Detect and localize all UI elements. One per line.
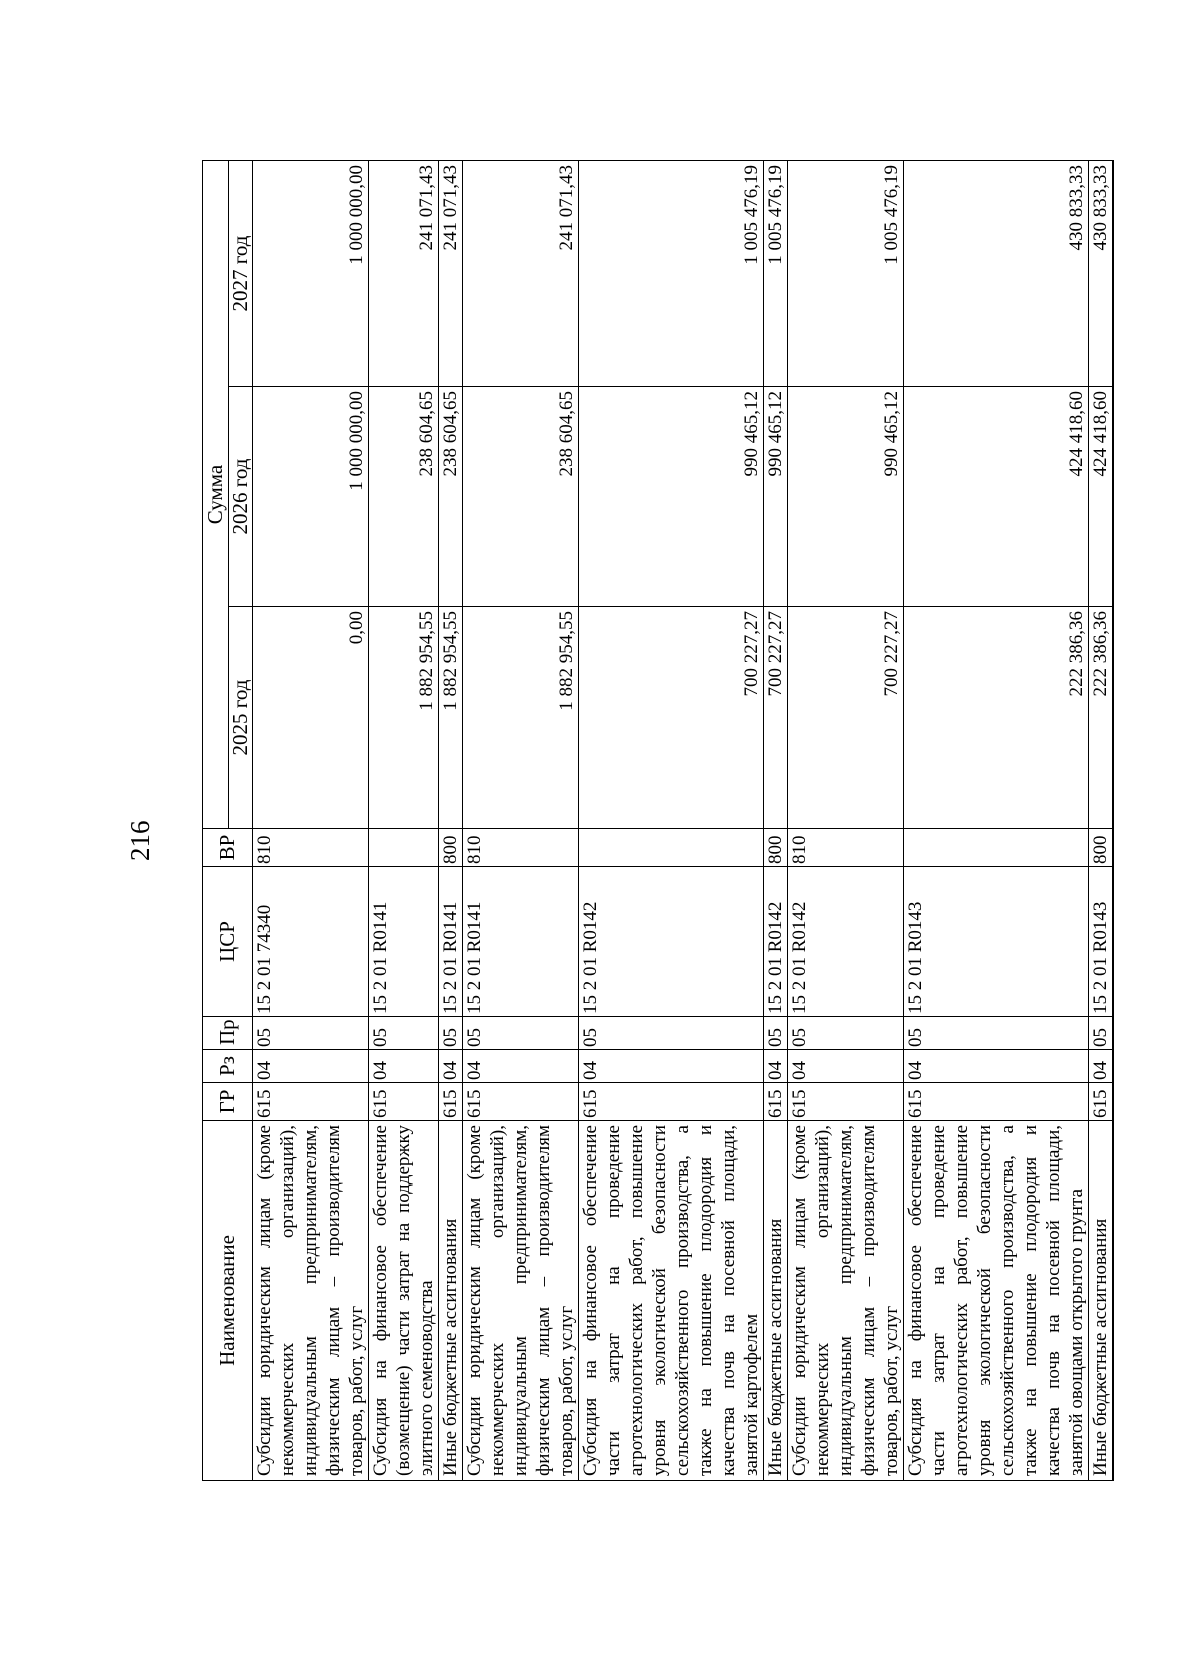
- cell-pr: 05: [764, 1017, 788, 1050]
- cell-pr: 05: [904, 1017, 1089, 1050]
- cell-rz: 04: [788, 1050, 904, 1083]
- cell-2027: 1 005 476,19: [788, 160, 904, 386]
- cell-csr: 15 2 01 R0141: [369, 867, 439, 1017]
- cell-2027: 430 833,33: [904, 160, 1089, 386]
- cell-2025: 1 882 954,55: [439, 607, 463, 829]
- cell-name: Иные бюджетные ассигнования: [439, 1121, 463, 1481]
- table-row: [253, 160, 369, 1480]
- cell-2025: 222 386,36: [904, 607, 1089, 829]
- cell-gr: 615: [253, 1083, 369, 1121]
- cell-name: Субсидия на финансовое обеспечение части затрат на проведение агротехнологических работ, повышение уровня экологической безопасности сельскохозяйственного производства, а также на повышение плодородия и качества почв на посевной площади, занятой овощами открытого грунта: [904, 1121, 1089, 1481]
- cell-2025: 700 227,27: [579, 607, 764, 829]
- cell-rz: 04: [1089, 1050, 1114, 1083]
- cell-gr: 615: [904, 1083, 1089, 1121]
- cell-2027: 241 071,43: [463, 160, 579, 386]
- table-row: [1089, 160, 1114, 1480]
- header-year-2027: 2027 год: [229, 160, 253, 386]
- cell-rz: 04: [579, 1050, 764, 1083]
- budget-table: [202, 160, 1114, 1481]
- cell-csr: 15 2 01 R0142: [579, 867, 764, 1017]
- cell-name: Субсидии юридическим лицам (кроме некоммерческих организаций), индивидуальным предпринимателям, физическим лицам – производителям товаров, работ, услуг: [788, 1121, 904, 1481]
- cell-2026: 424 418,60: [904, 387, 1089, 607]
- header-name: Наименование: [203, 1121, 253, 1481]
- cell-csr: 15 2 01 R0143: [1089, 867, 1114, 1017]
- cell-2026: 238 604,65: [463, 387, 579, 607]
- cell-2027: 241 071,43: [439, 160, 463, 386]
- cell-csr: 15 2 01 R0141: [463, 867, 579, 1017]
- header-year-2026: 2026 год: [229, 387, 253, 607]
- table-row: [463, 160, 579, 1480]
- cell-vr: 810: [463, 829, 579, 867]
- page-number: 216: [125, 820, 155, 861]
- cell-2026: 424 418,60: [1089, 387, 1114, 607]
- table-row: [369, 160, 439, 1480]
- cell-rz: 04: [439, 1050, 463, 1083]
- cell-2026: 238 604,65: [439, 387, 463, 607]
- cell-2027: 430 833,33: [1089, 160, 1114, 386]
- table-body: [253, 160, 1114, 1480]
- cell-rz: 04: [463, 1050, 579, 1083]
- header-gr: ГР: [203, 1083, 253, 1121]
- cell-csr: 15 2 01 R0142: [764, 867, 788, 1017]
- cell-csr: 15 2 01 R0142: [788, 867, 904, 1017]
- cell-vr: 810: [788, 829, 904, 867]
- cell-gr: 615: [579, 1083, 764, 1121]
- cell-2025: 700 227,27: [788, 607, 904, 829]
- cell-2026: 238 604,65: [369, 387, 439, 607]
- cell-vr: [579, 829, 764, 867]
- cell-2025: 700 227,27: [764, 607, 788, 829]
- cell-2027: 241 071,43: [369, 160, 439, 386]
- cell-rz: 04: [253, 1050, 369, 1083]
- cell-pr: 05: [1089, 1017, 1114, 1050]
- cell-2026: 1 000 000,00: [253, 387, 369, 607]
- cell-2025: 0,00: [253, 607, 369, 829]
- cell-name: Субсидии юридическим лицам (кроме некоммерческих организаций), индивидуальным предпринимателям, физическим лицам – производителям товаров, работ, услуг: [463, 1121, 579, 1481]
- cell-2025: 1 882 954,55: [369, 607, 439, 829]
- cell-vr: 800: [439, 829, 463, 867]
- cell-vr: 800: [1089, 829, 1114, 867]
- cell-pr: 05: [253, 1017, 369, 1050]
- cell-2027: 1 000 000,00: [253, 160, 369, 386]
- cell-pr: 05: [439, 1017, 463, 1050]
- cell-pr: 05: [579, 1017, 764, 1050]
- rotated-page: [202, 161, 1111, 1481]
- cell-pr: 05: [788, 1017, 904, 1050]
- cell-vr: 810: [253, 829, 369, 867]
- cell-2027: 1 005 476,19: [579, 160, 764, 386]
- cell-rz: 04: [764, 1050, 788, 1083]
- cell-pr: 05: [463, 1017, 579, 1050]
- cell-rz: 04: [904, 1050, 1089, 1083]
- cell-2026: 990 465,12: [579, 387, 764, 607]
- cell-csr: 15 2 01 R0143: [904, 867, 1089, 1017]
- cell-2027: 1 005 476,19: [764, 160, 788, 386]
- table-row: [764, 160, 788, 1480]
- cell-gr: 615: [1089, 1083, 1114, 1121]
- cell-gr: 615: [788, 1083, 904, 1121]
- header-rz: Рз: [203, 1050, 253, 1083]
- cell-2026: 990 465,12: [764, 387, 788, 607]
- cell-rz: 04: [369, 1050, 439, 1083]
- table-row: [579, 160, 764, 1480]
- cell-name: Иные бюджетные ассигнования: [1089, 1121, 1114, 1481]
- cell-pr: 05: [369, 1017, 439, 1050]
- cell-gr: 615: [764, 1083, 788, 1121]
- header-vr: ВР: [203, 829, 253, 867]
- header-sum: Сумма: [203, 160, 229, 828]
- cell-name: Субсидия на финансовое обеспечение части затрат на проведение агротехнологических работ, повышение уровня экологической безопасности сельскохозяйственного производства, а также на повышение плодородия и качества почв на посевной площади, занятой картофелем: [579, 1121, 764, 1481]
- cell-vr: [369, 829, 439, 867]
- cell-2026: 990 465,12: [788, 387, 904, 607]
- table-row: [904, 160, 1089, 1480]
- cell-name: Субсидии юридическим лицам (кроме некоммерческих организаций), индивидуальным предпринимателям, физическим лицам – производителям товаров, работ, услуг: [253, 1121, 369, 1481]
- cell-2025: 222 386,36: [1089, 607, 1114, 829]
- cell-csr: 15 2 01 R0141: [439, 867, 463, 1017]
- cell-gr: 615: [369, 1083, 439, 1121]
- cell-2025: 1 882 954,55: [463, 607, 579, 829]
- table-row: [788, 160, 904, 1480]
- cell-gr: 615: [439, 1083, 463, 1121]
- cell-name: Иные бюджетные ассигнования: [764, 1121, 788, 1481]
- header-csr: ЦСР: [203, 867, 253, 1017]
- header-pr: Пр: [203, 1017, 253, 1050]
- cell-vr: [904, 829, 1089, 867]
- cell-gr: 615: [463, 1083, 579, 1121]
- cell-name: Субсидия на финансовое обеспечение (возмещение) части затрат на поддержку элитного семеноводства: [369, 1121, 439, 1481]
- cell-csr: 15 2 01 74340: [253, 867, 369, 1017]
- header-year-2025: 2025 год: [229, 607, 253, 829]
- table-row: [439, 160, 463, 1480]
- cell-vr: 800: [764, 829, 788, 867]
